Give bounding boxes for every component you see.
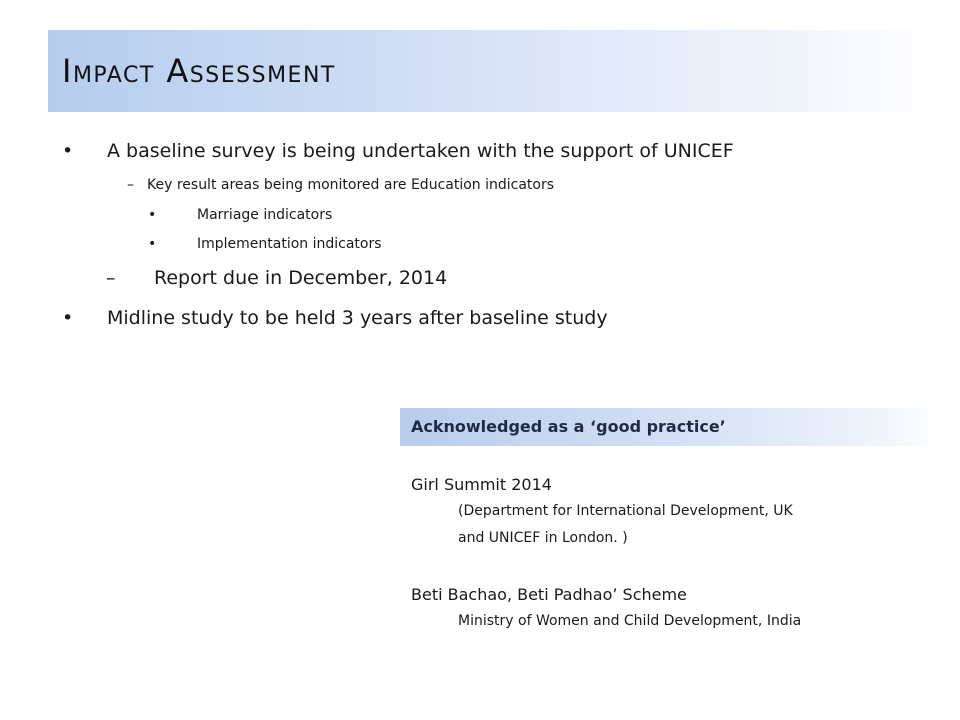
item-implementation-indicators: Implementation indicators [197, 236, 382, 252]
bullet-marker: • [62, 140, 74, 162]
event-title: Girl Summit 2014 [411, 475, 552, 494]
event-title: Beti Bachao, Beti Padhao’ Scheme [411, 585, 687, 604]
item-marriage-indicators: Marriage indicators [197, 207, 333, 223]
bullet-midline-study: Midline study to be held 3 years after baseline study [107, 307, 608, 329]
dash-marker: – [106, 267, 116, 289]
event-detail: and UNICEF in London. ) [458, 530, 628, 546]
dash-marker: – [127, 177, 134, 193]
bullet-marker: • [62, 307, 74, 329]
event-detail: (Department for International Development, UK [458, 503, 793, 519]
event-detail: Ministry of Women and Child Development, India [458, 613, 802, 629]
bullet-marker: • [148, 236, 157, 252]
bullet-marker: • [148, 207, 157, 223]
bullet-baseline-survey: A baseline survey is being undertaken with the support of UNICEF [107, 140, 734, 162]
sub-bullet-key-result-areas: Key result areas being monitored are Education indicators [147, 177, 555, 193]
acknowledgement-heading: Acknowledged as a ‘good practice’ [411, 417, 726, 436]
sub-bullet-report-due: Report due in December, 2014 [154, 267, 448, 289]
slide-title: Impact Assessment [62, 52, 336, 90]
